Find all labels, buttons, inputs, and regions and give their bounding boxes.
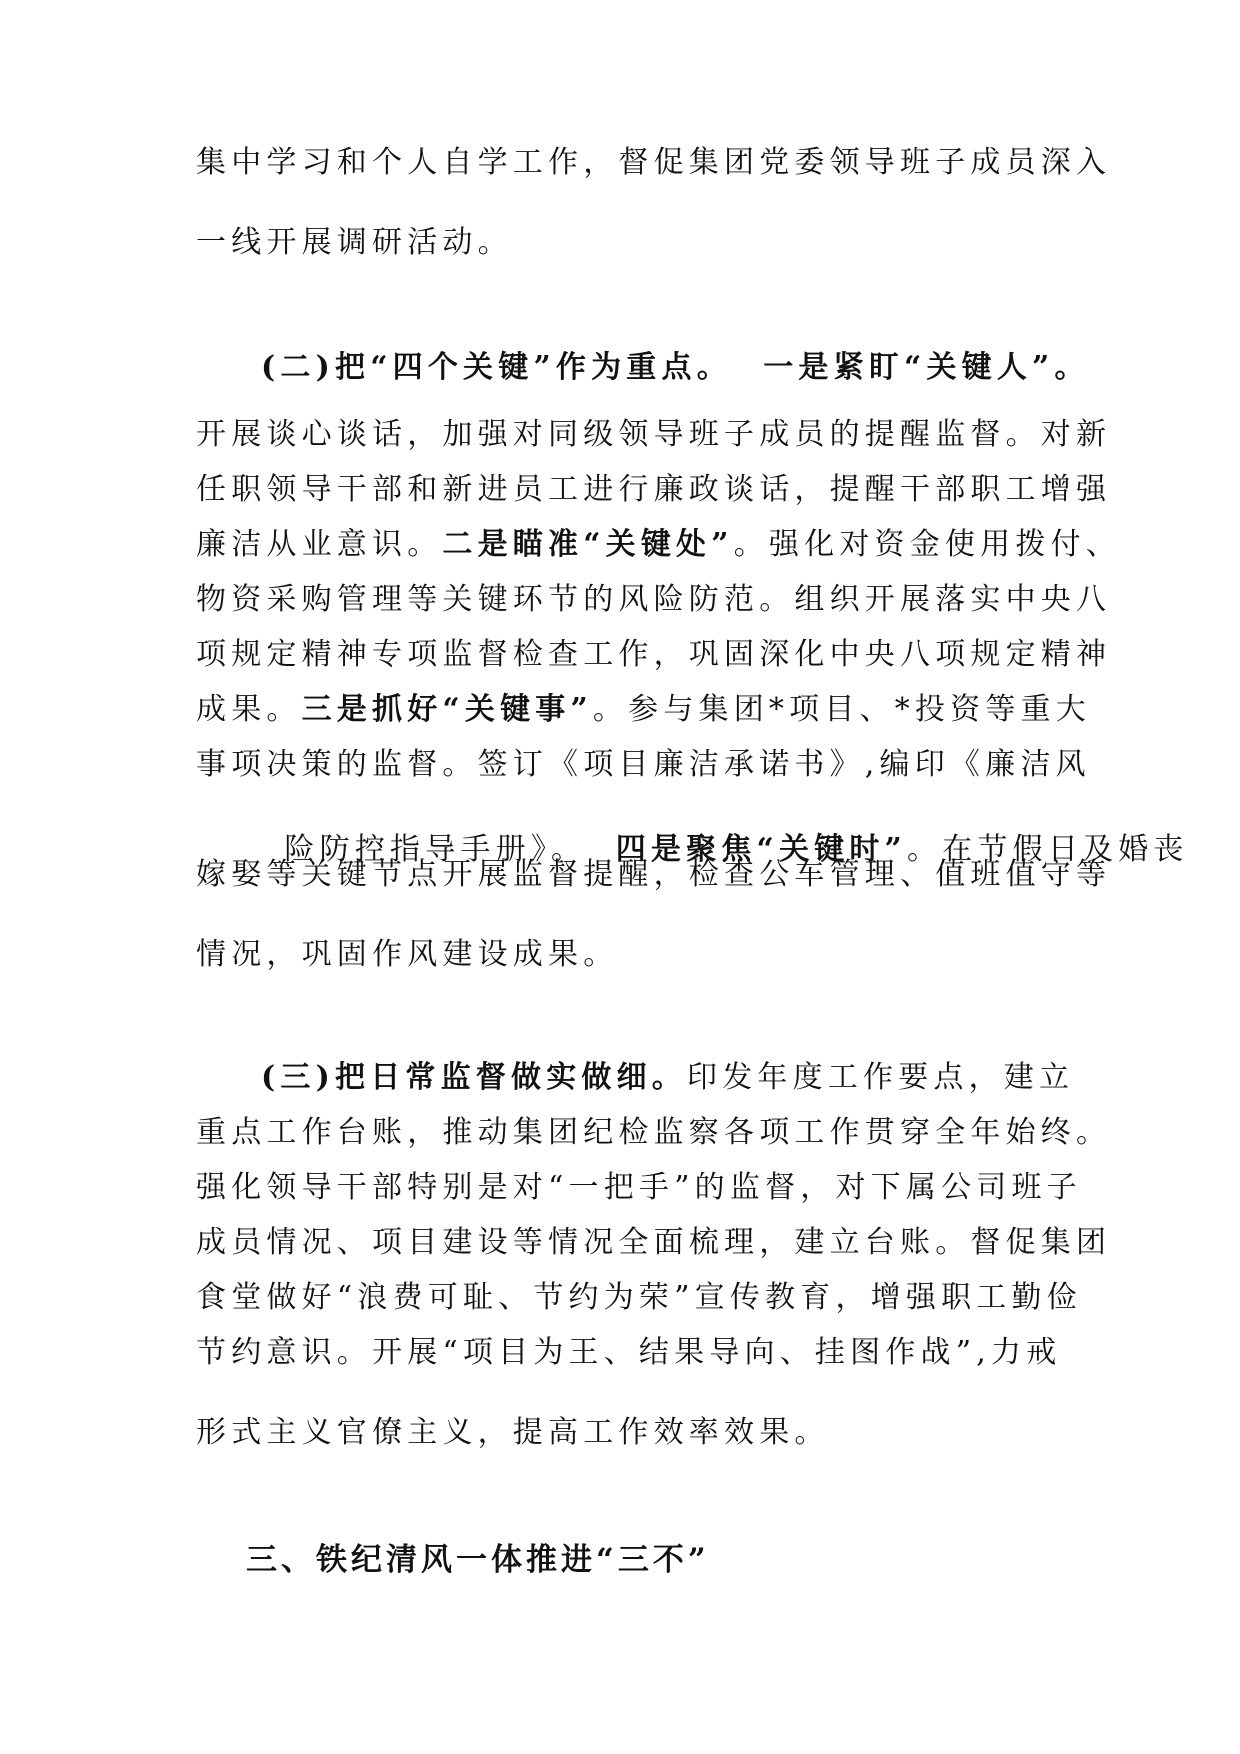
text-line: 强化领导干部特别是对“一把手”的监督，对下属公司班子 bbox=[196, 1170, 1082, 1205]
text-run: 险防控指导手册》。 bbox=[284, 832, 616, 867]
text-run: 成果。 bbox=[196, 692, 302, 727]
text-line: 项规定精神专项监督检查工作，巩固深化中央八项规定精神 bbox=[196, 637, 1112, 672]
text-line: 集中学习和个人自学工作，督促集团党委领导班子成员深入 bbox=[196, 145, 1112, 180]
text-line: 事项决策的监督。签订《项目廉洁承诺书》,编印《廉洁风 bbox=[196, 747, 1091, 782]
text-run: 印发年度工作要点，建立 bbox=[687, 1060, 1075, 1095]
text-line: 嫁娶等关键节点开展监督提醒，检查公车管理、值班值守等 bbox=[196, 857, 1112, 892]
key-point-4: 四是聚焦“关键时” bbox=[615, 832, 908, 867]
text-line: 食堂做好“浪费可耻、节约为荣”宣传教育，增强职工勤俭 bbox=[196, 1280, 1082, 1315]
text-run: 。参与集团*项目、*投资等重大 bbox=[592, 692, 1091, 727]
text-line bbox=[196, 1060, 1075, 1095]
text-run: 廉洁从业意识。 bbox=[196, 527, 443, 562]
key-point-2: 二是瞄准“关键处” bbox=[442, 527, 734, 562]
section-heading-2: (二)把“四个关键”作为重点。 一是紧盯“关键人”。 bbox=[261, 350, 1090, 385]
text-line: 节约意识。开展“项目为王、结果导向、挂图作战”,力戒 bbox=[196, 1335, 1062, 1370]
text-line: 成员情况、项目建设等情况全面梳理，建立台账。督促集团 bbox=[196, 1225, 1112, 1260]
text-line: 重点工作台账，推动集团纪检监察各项工作贯穿全年始终。 bbox=[196, 1115, 1112, 1150]
text-run: 。在节假日及婚丧 bbox=[907, 832, 1189, 867]
text-line: 一线开展调研活动。 bbox=[196, 225, 513, 260]
text-line bbox=[196, 527, 1121, 562]
chapter-heading: 三、铁纪清风一体推进“三不” bbox=[246, 1542, 710, 1578]
text-line: 物资采购管理等关键环节的风险防范。组织开展落实中央八 bbox=[196, 582, 1112, 617]
text-line bbox=[196, 692, 1091, 727]
key-point-3: 三是抓好“关键事” bbox=[301, 692, 593, 727]
text-line: 任职领导干部和新进员工进行廉政谈话，提醒干部职工增强 bbox=[196, 472, 1112, 507]
text-run: 。强化对资金使用拨付、 bbox=[733, 527, 1121, 562]
section-heading-3: (三)把日常监督做实做细。 bbox=[261, 1060, 687, 1095]
text-line: 形式主义官僚主义，提高工作效率效果。 bbox=[196, 1415, 830, 1450]
text-line: 情况，巩固作风建设成果。 bbox=[196, 937, 619, 972]
text-line bbox=[196, 805, 1189, 867]
text-line: 开展谈心谈话，加强对同级领导班子成员的提醒监督。对新 bbox=[196, 417, 1112, 452]
